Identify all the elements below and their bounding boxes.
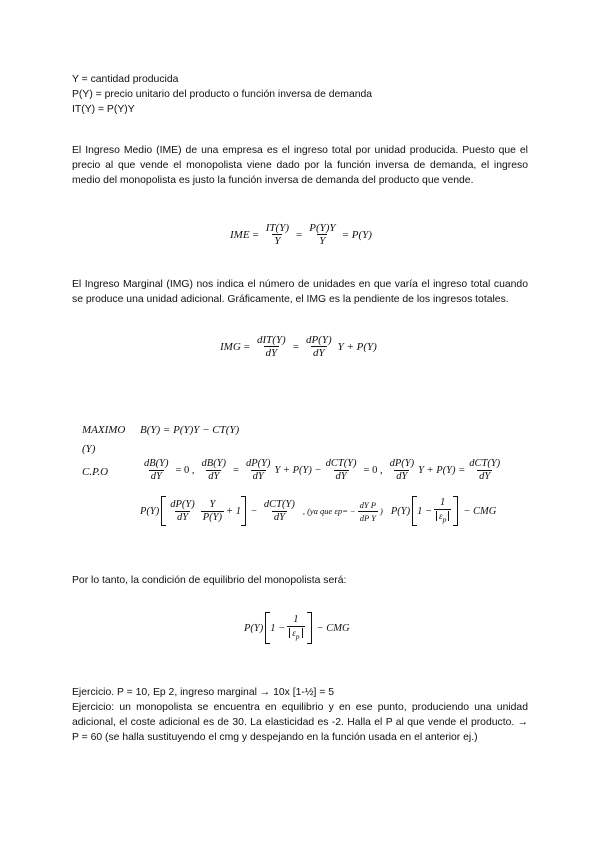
line2-cmg: − CMG	[463, 505, 497, 517]
line2-plus-one: + 1	[226, 505, 241, 517]
ime-lhs: IME	[230, 228, 250, 241]
line2-one-minus: 1 −	[417, 505, 433, 517]
line2-el-num: dY P	[359, 499, 376, 510]
final-abs-eps	[289, 627, 302, 641]
cpo-dCT-num-2: dCT(Y)	[469, 458, 501, 469]
final-inv-num: 1	[293, 613, 299, 625]
cpo-dP-den-2: dY	[396, 471, 408, 482]
line2-Y-num: Y	[209, 498, 216, 510]
img-f2-den: dY	[312, 347, 325, 359]
line2-close: )	[379, 506, 383, 516]
ime-f1-den: Y	[274, 235, 281, 247]
img-fraction-1	[255, 334, 288, 359]
opt-cpo-line	[140, 458, 504, 483]
line2-py-2: P(Y)	[390, 505, 411, 517]
img-lhs: IMG	[220, 340, 241, 353]
img-tail: Y + P(Y)	[337, 340, 377, 353]
ime-f2-num: P(Y)Y	[309, 222, 336, 234]
img-eq-2: =	[292, 340, 299, 353]
line2-dP-frac	[168, 499, 197, 524]
cpo-dP-frac	[244, 458, 273, 483]
cpo-dCT-num: dCT(Y)	[325, 458, 357, 469]
opt-second-line	[140, 496, 496, 526]
final-inv-den	[287, 626, 304, 643]
cpo-dB-den: dY	[150, 471, 162, 482]
line2-abs-eps	[436, 510, 449, 524]
cpo-eq0-2: = 0 ,	[363, 465, 383, 476]
cpo-dCT-frac	[324, 458, 359, 483]
ime-eq-2: =	[296, 228, 303, 241]
cpo-dP-num: dP(Y)	[245, 458, 271, 469]
ime-eq-3: =	[342, 228, 349, 241]
line2-eps: ε	[439, 510, 443, 521]
definitions-block	[72, 72, 528, 118]
line2-eps-sub: p	[442, 514, 447, 524]
img-f2-num: dP(Y)	[305, 334, 332, 346]
equation-equilibrium	[244, 612, 350, 644]
cpo-dB-frac	[142, 458, 171, 483]
equation-ime	[230, 222, 372, 247]
line2-Y-den: P(Y)	[202, 511, 222, 523]
cpo-dCT-den: dY	[335, 471, 347, 482]
cpo-dCT-frac-2	[467, 458, 502, 483]
line2-dP-den: dY	[176, 511, 189, 523]
img-f1-den: dY	[265, 347, 278, 359]
ime-f1-num: IT(Y)	[265, 222, 289, 234]
paragraph-ingreso-medio: El Ingreso Medio (IME) de una empresa es el ingreso total por unidad producida. Puesto que el precio al que vende el monopolista viene dado por la función inversa de demanda, el ingreso medio del monopolista es justo la función inversa de demanda del producto que vende.	[72, 145, 528, 187]
img-fraction-2	[304, 334, 334, 359]
cpo-dP-num-2: dP(Y)	[389, 458, 415, 469]
line2-bracket-2	[412, 496, 458, 526]
cpo-dB-den-2: dY	[208, 471, 220, 482]
img-eq-1: =	[243, 340, 250, 353]
exercise-1: Ejercicio. P = 10, Ep 2, ingreso marginal → 10x [1-½] = 5	[72, 687, 335, 698]
paragraph-ingreso-marginal: El Ingreso Marginal (IMG) nos indica el número de unidades en que varía el ingreso total cuando se produce una unidad adicional. Gráficamente, el IMG es la pendiente de los ingresos totales.	[72, 279, 528, 306]
paragraph-condicion-equilibrio: Por lo tanto, la condición de equilibrio del monopolista será:	[72, 575, 347, 586]
line2-elasticity-frac	[358, 499, 378, 524]
opt-variable: (Y)	[82, 443, 96, 455]
cpo-dB-frac-2	[200, 458, 229, 483]
line2-inv-num: 1	[440, 496, 446, 508]
cpo-plus-py-2: Y + P(Y) =	[418, 465, 466, 476]
ime-f2-den: Y	[319, 235, 326, 247]
ime-eq-1: =	[252, 228, 259, 241]
final-cmg: − CMG	[316, 622, 350, 634]
line2-sub-p: p	[337, 506, 343, 516]
final-eps: ε	[292, 627, 296, 638]
opt-maximo-label: MAXIMO	[82, 424, 126, 436]
line2-dCT-frac	[262, 499, 297, 524]
line2-dCT-den: dY	[273, 511, 285, 523]
definition-py: P(Y) = precio unitario del producto o función inversa de demanda	[72, 89, 373, 101]
line2-yaque: , (ya que ε	[302, 506, 338, 516]
line2-inv-den	[434, 509, 451, 526]
line2-dCT-num: dCT(Y)	[263, 498, 295, 510]
final-one-minus: 1 −	[270, 622, 286, 634]
cpo-dP-den: dY	[252, 471, 264, 482]
cpo-plus-py: Y + P(Y) −	[274, 465, 322, 476]
final-py: P(Y)	[244, 622, 264, 634]
final-eps-sub: p	[295, 631, 300, 641]
line2-Y-frac	[201, 499, 224, 524]
definition-y: Y = cantidad producida	[72, 74, 179, 85]
line2-minus: −	[250, 505, 257, 517]
definition-it: IT(Y) = P(Y)Y	[72, 104, 135, 116]
opt-objective-line	[82, 424, 239, 436]
line2-inv-eps-frac	[434, 497, 451, 526]
ime-fraction-1	[264, 222, 291, 247]
line2-py: P(Y)	[140, 505, 160, 517]
cpo-dCT-den-2: dY	[479, 471, 491, 482]
final-bracket	[265, 612, 311, 644]
cpo-eq0-1: = 0 ,	[175, 465, 195, 476]
opt-cpo-label: C.P.O	[82, 466, 109, 478]
opt-objective: B(Y) = P(Y)Y − CT(Y)	[140, 424, 240, 436]
ime-rhs: P(Y)	[351, 228, 372, 241]
equation-img	[220, 334, 377, 359]
ime-fraction-2	[307, 222, 337, 247]
line2-bracket	[161, 496, 246, 526]
cpo-dB-num: dB(Y)	[144, 458, 169, 469]
line2-eq-minus: = −	[342, 506, 356, 516]
img-f1-num: dIT(Y)	[257, 334, 286, 346]
line2-el-den: dP Y	[359, 512, 376, 523]
cpo-dP-frac-2	[388, 458, 417, 483]
cpo-eq-1: =	[233, 465, 239, 476]
exercise-2: Ejercicio: un monopolista se encuentra en equilibrio y en ese punto, produciendo una unidad adicional, el coste adicional es de 30. La elasticidad es -2. Halla el P al que vende el producto. → P = 60 (se halla sustituyendo el cmg y despejando en la función usada en el anterior ej.)	[72, 702, 528, 744]
final-inv-eps-frac	[287, 614, 304, 643]
cpo-dB-num-2: dB(Y)	[201, 458, 227, 469]
line2-dP-num: dP(Y)	[170, 498, 195, 510]
